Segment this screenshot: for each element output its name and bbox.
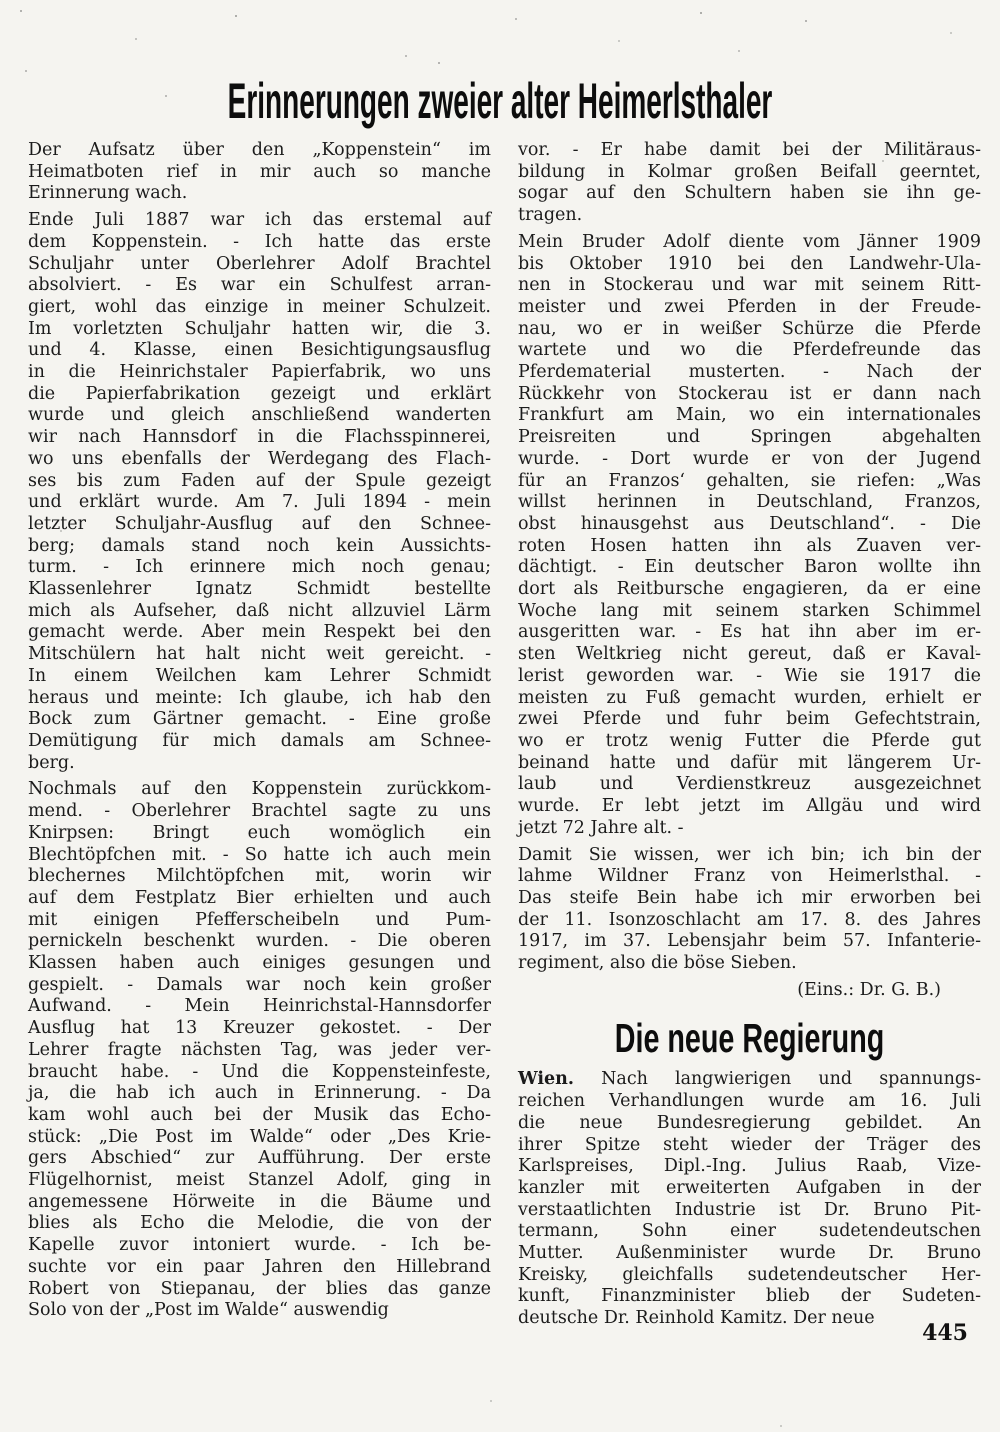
paragraph — [28, 140, 491, 205]
text-line: Mein Bruder Adolf diente vom Jänner 1909 — [518, 231, 981, 252]
text-line: gers Abschied“ zur Aufführung. Der erste — [28, 1148, 491, 1169]
text-line: wurde. Er lebt jetzt im Allgäu und wird — [518, 796, 981, 817]
text-line: regiment, also die böse Sieben. — [518, 953, 797, 974]
text-line: Aufwand. - Mein Heinrichstal-Hannsdorfer — [28, 996, 491, 1017]
byline: (Eins.: Dr. G. B.) — [797, 979, 941, 1000]
text-line: und erklärt wurde. Am 7. Juli 1894 - mein — [28, 492, 491, 513]
text-line: meisten zu Fuß gemacht wurden, erhielt er — [518, 687, 981, 708]
text-line: laub und Verdienstkreuz ausgezeichnet — [518, 774, 981, 795]
text-line: Solo von der „Post im Walde“ auswendig — [28, 1300, 389, 1321]
text-line: Mitschülern hat halt nicht weit gereicht. - — [28, 644, 491, 665]
text-line: ausgeritten war. - Es hat ihn aber im er- — [518, 622, 981, 643]
text-line: Der Aufsatz über den „Koppenstein“ im — [28, 140, 491, 160]
text-line: Robert von Stiepanau, der blies das ganze — [28, 1278, 491, 1299]
text-line: In einem Weilchen kam Lehrer Schmidt — [28, 665, 491, 686]
text-line: berg. — [28, 752, 75, 773]
text-line: angemessene Hörweite in die Bäume und — [28, 1191, 491, 1212]
text-line: Frankfurt am Main, wo ein internationales — [518, 405, 981, 426]
text-line: Flügelhornist, meist Stanzel Adolf, ging in — [28, 1170, 491, 1191]
text-line: jetzt 72 Jahre alt. - — [518, 817, 684, 838]
text-line: giert, wohl das einzige in meiner Schulzeit. — [28, 296, 491, 317]
text-line: Schuljahr unter Oberlehrer Adolf Brachtel — [28, 253, 491, 274]
text-line: sten Weltkrieg nicht gereut, daß er Kaval- — [518, 644, 981, 665]
text-line: dächtigt. - Ein deutscher Baron wollte ihn — [518, 557, 981, 578]
article-title: Erinnerungen zweier alter Heimerlsthaler — [227, 73, 773, 129]
text-line: Pferdematerial musterten. - Nach der — [518, 362, 981, 383]
text-line: kanzler mit erweiterten Aufgaben in der — [518, 1177, 981, 1198]
paragraph — [518, 140, 981, 227]
text-line: Klassen haben auch einiges gesungen und — [28, 953, 491, 974]
text-line: reichen Verhandlungen wurde am 16. Juli — [518, 1091, 981, 1112]
text-line: verstaatlichten Industrie ist Dr. Bruno Pit- — [518, 1199, 981, 1220]
paragraph — [28, 210, 491, 774]
text-line: für an Franzos‘ gehalten, sie riefen: „Was — [518, 470, 981, 491]
text-line: vor. - Er habe damit bei der Militäraus- — [518, 140, 981, 160]
text-line: ses bis zum Faden auf der Spule gezeigt — [28, 470, 491, 491]
text-line: roten Hosen hatten ihn als Zuaven ver- — [518, 535, 981, 556]
text-line: blechernes Milchtöpfchen mit, worin wir — [28, 866, 491, 887]
text-line: Lehrer fragte nächsten Tag, was jeder ver- — [28, 1039, 491, 1060]
text-line: Klassenlehrer Ignatz Schmidt bestellte — [28, 579, 491, 600]
text-line: der 11. Isonzoschlacht am 17. 8. des Jahres — [518, 909, 981, 930]
text-line: bildung in Kolmar großen Beifall geerntet, — [518, 161, 981, 182]
text-line: pernickeln beschenkt wurden. - Die oberen — [28, 931, 491, 952]
text-column-right — [518, 140, 981, 1335]
text-line: wurde. - Dort wurde er von der Jugend — [518, 448, 981, 469]
text-line: und 4. Klasse, einen Besichtigungsausflug — [28, 340, 491, 361]
text-line: wir nach Hannsdorf in die Flachsspinnerei, — [28, 427, 491, 448]
text-line: deutsche Dr. Reinhold Kamitz. Der neue — [518, 1308, 875, 1329]
text-line: suchte vor ein paar Jahren den Hillebrand — [28, 1256, 491, 1277]
text-line: Karlspreises, Dipl.-Ing. Julius Raab, Vize- — [518, 1156, 981, 1177]
paragraph — [518, 845, 981, 975]
text-line: Demütigung für mich damals am Schnee- — [28, 730, 491, 751]
scan-noise — [20, 10, 22, 12]
text-line: kunft, Finanzminister blieb der Sudeten- — [518, 1286, 981, 1307]
text-line: dort als Reitbursche engagieren, da er eine — [518, 579, 981, 600]
text-line: meister und zwei Pferden in der Freude- — [518, 296, 981, 317]
text-line: braucht habe. - Und die Koppensteinfeste, — [28, 1061, 491, 1082]
text-line: blies als Echo die Melodie, die von der — [28, 1213, 491, 1234]
text-line: 1917, im 37. Lebensjahr beim 57. Infanterie- — [518, 931, 981, 952]
text-line: Damit Sie wissen, wer ich bin; ich bin der — [518, 844, 981, 865]
text-line: lerist geworden war. - Wie sie 1917 die — [518, 665, 981, 686]
text-line: zwei Pferde und fuhr beim Gefechtstrain, — [518, 709, 981, 730]
text-line: Das steife Bein habe ich mir erworben bei — [518, 887, 981, 908]
text-line: absolviert. - Es war ein Schulfest arran- — [28, 275, 491, 296]
paragraph — [28, 779, 491, 1322]
text-line: turm. - Ich erinnere mich noch genau; — [28, 557, 491, 578]
paragraph — [518, 1069, 981, 1329]
text-line: mend. - Oberlehrer Brachtel sagte zu uns — [28, 801, 491, 822]
text-line: stück: „Die Post im Walde“ oder „Des Krie- — [28, 1126, 491, 1147]
dateline-bold: Wien. — [518, 1069, 574, 1090]
text-line: nau, wo er in weißer Schürze die Pferde — [518, 318, 981, 339]
text-line: gespielt. - Damals war noch kein großer — [28, 974, 491, 995]
text-line: berg; damals stand noch kein Aussichts- — [28, 535, 491, 556]
text-line: Blechtöpfchen mit. - So hatte ich auch mein — [28, 844, 491, 865]
text-line: Preisreiten und Springen abgehalten — [518, 427, 981, 448]
text-line: Bock zum Gärtner gemacht. - Eine große — [28, 709, 491, 730]
text-line: ja, die hab ich auch in Erinnerung. - Da — [28, 1083, 491, 1104]
text-line: heraus und meinte: Ich glaube, ich hab den — [28, 687, 491, 708]
text-line: auf dem Festplatz Bier erhielten und auch — [28, 887, 491, 908]
text-line: tragen. — [518, 205, 583, 226]
text-line: Wien. Nach langwierigen und spannungs- — [518, 1069, 981, 1090]
text-line: Im vorletzten Schuljahr hatten wir, die 3. — [28, 318, 491, 339]
text-line: letzter Schuljahr-Ausflug auf den Schnee- — [28, 513, 491, 534]
text-line: wurde und gleich anschließend wanderten — [28, 405, 491, 426]
text-line: ihrer Spitze steht wieder der Träger des — [518, 1134, 981, 1155]
paragraph — [518, 232, 981, 840]
text-line: mich als Aufseher, daß nicht allzuviel Lärm — [28, 600, 491, 621]
text-line: sogar auf den Schultern haben sie ihn ge- — [518, 183, 981, 204]
text-line: Rückkehr von Stockerau ist er dann nach — [518, 383, 981, 404]
text-line: Ausflug hat 13 Kreuzer gekostet. - Der — [28, 1018, 491, 1039]
text-line: wo uns ebenfalls der Werdegang des Flach- — [28, 448, 491, 469]
text-line: Mutter. Außenminister wurde Dr. Bruno — [518, 1243, 981, 1264]
text-line: Ende Juli 1887 war ich das erstemal auf — [28, 210, 491, 231]
text-line: Kreisky, gleichfalls sudetendeutscher Her- — [518, 1264, 981, 1285]
text-line: willst herinnen in Deutschland, Franzos, — [518, 492, 981, 513]
text-line: Woche lang mit seinem starken Schimmel — [518, 600, 981, 621]
text-line: termann, Sohn einer sudetendeutschen — [518, 1221, 981, 1242]
page-number: 445 — [922, 1320, 968, 1346]
text-line: lahme Wildner Franz von Heimerlsthal. - — [518, 866, 981, 887]
text-line: mit einigen Pfefferscheibeln und Pum- — [28, 909, 491, 930]
text-line: obst hinausgehst aus Deutschland“. - Die — [518, 513, 981, 534]
text-line: Nochmals auf den Koppenstein zurückkom- — [28, 779, 491, 800]
text-line: die Papierfabrikation gezeigt und erklärt — [28, 383, 491, 404]
text-line: gemacht werde. Aber mein Respekt bei den — [28, 622, 491, 643]
text-line: dem Koppenstein. - Ich hatte das erste — [28, 231, 491, 252]
text-line: wartete und wo die Pferdefreunde das — [518, 340, 981, 361]
article-heading: Die neue Regierung — [614, 1015, 885, 1062]
text-line: die neue Bundesregierung gebildet. An — [518, 1112, 981, 1133]
text-line: nen in Stockerau und war mit seinem Ritt- — [518, 275, 981, 296]
text-column-left — [28, 140, 491, 1327]
text-line: Knirpsen: Bringt euch womöglich ein — [28, 822, 491, 843]
text-line: kam wohl auch bei der Musik das Echo- — [28, 1104, 491, 1125]
text-line: Heimatboten rief in mir auch so manche — [28, 161, 491, 182]
text-line: in die Heinrichstaler Papierfabrik, wo uns — [28, 362, 491, 383]
text-line: beinand hatte und dafür mit längerem Ur- — [518, 752, 981, 773]
text-line: wo er trotz wenig Futter die Pferde gut — [518, 730, 981, 751]
text-line: Kapelle zuvor intoniert wurde. - Ich be- — [28, 1235, 491, 1256]
text-line: Erinnerung wach. — [28, 183, 188, 204]
text-line: bis Oktober 1910 bei den Landwehr-Ula- — [518, 253, 981, 274]
